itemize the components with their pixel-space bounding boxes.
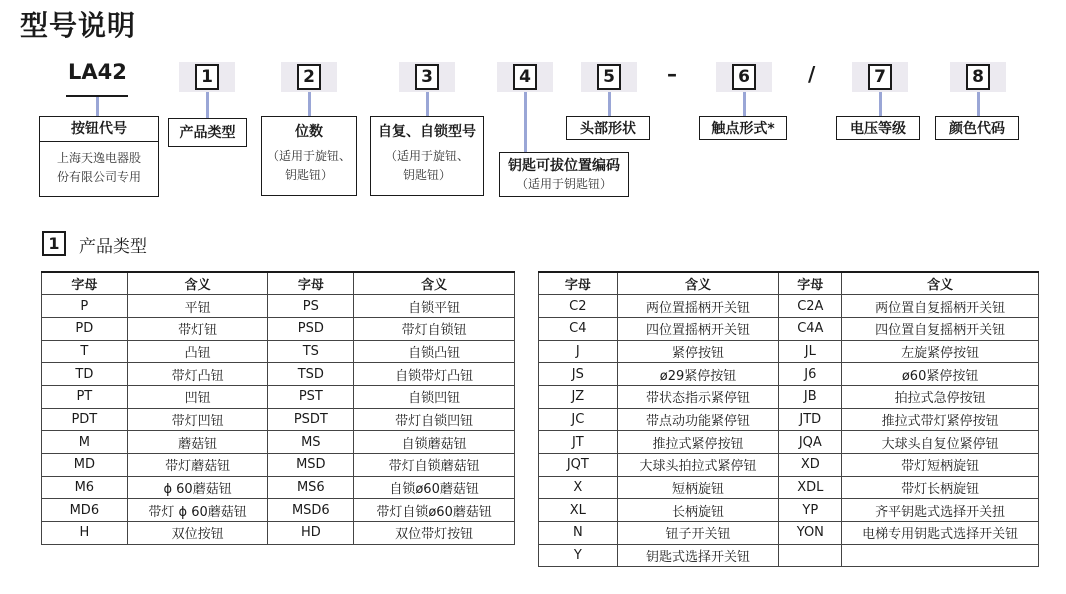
meaning-cell: 带灯自锁蘑菇钮 [354,454,515,477]
table-row [539,408,1039,431]
code-cell: N [539,522,618,545]
code-cell: JZ [539,385,618,408]
meaning-cell: 紧停按钮 [617,340,779,363]
label-button-code: 按钮代号 上海天逸电器股 份有限公司专用 [39,116,159,197]
label-product-type: 产品类型 [168,118,247,147]
code-cell: JQT [539,454,618,477]
code-cell: C2 [539,295,618,318]
table-row [42,340,515,363]
meaning-cell: 自锁带灯凸钮 [354,363,515,386]
meaning-cell: 左旋紧停按钮 [842,340,1039,363]
table-row [42,408,515,431]
slash-separator: / [808,62,816,86]
code-cell: J6 [779,363,842,386]
code-box-4: 4 [497,62,553,92]
connector-line [308,92,311,116]
connector-line [608,92,611,116]
meaning-cell: 自锁凸钮 [354,340,515,363]
table-row [539,476,1039,499]
table-row [42,363,515,386]
table-row [539,522,1039,545]
meaning-cell: 短柄旋钮 [617,476,779,499]
code-cell: MSD6 [268,499,354,522]
dash-separator: – [667,62,677,86]
table-row [539,544,1039,567]
code-cell: PT [42,385,128,408]
table-row [539,385,1039,408]
label-voltage-level: 电压等级 [836,116,920,140]
connector-line [206,92,209,118]
code-cell: TD [42,363,128,386]
meaning-cell: ϕ 60蘑菇钮 [127,476,268,499]
connector-line [524,92,527,152]
code-box-8: 8 [950,62,1006,92]
meaning-cell: 凹钮 [127,385,268,408]
meaning-cell: 钥匙式选择开关钮 [617,544,779,567]
code-cell: M6 [42,476,128,499]
product-type-table-left [41,271,515,545]
meaning-cell: 蘑菇钮 [127,431,268,454]
table-row [539,295,1039,318]
code-cell: T [42,340,128,363]
meaning-cell: ø29紧停按钮 [617,363,779,386]
meaning-cell: 凸钮 [127,340,268,363]
code-cell: XD [779,454,842,477]
code-cell: MD6 [42,499,128,522]
code-cell: PDT [42,408,128,431]
meaning-cell: 钮子开关钮 [617,522,779,545]
meaning-cell: 自锁蘑菇钮 [354,431,515,454]
code-box-5: 5 [581,62,637,92]
code-cell: MS6 [268,476,354,499]
column-header-meaning: 含义 [127,272,268,295]
meaning-cell: 自锁凹钮 [354,385,515,408]
meaning-cell: 四位置自复摇柄开关钮 [842,317,1039,340]
code-cell: C4A [779,317,842,340]
meaning-cell: 自锁平钮 [354,295,515,318]
column-header-meaning: 含义 [842,272,1039,295]
code-cell: PSD [268,317,354,340]
meaning-cell: 两位置摇柄开关钮 [617,295,779,318]
meaning-cell: 带灯钮 [127,317,268,340]
label-contact-form: 触点形式* [699,116,787,140]
code-box-6: 6 [716,62,772,92]
code-cell: X [539,476,618,499]
table-row [42,476,515,499]
code-cell: C4 [539,317,618,340]
code-cell: C2A [779,295,842,318]
code-box-3: 3 [399,62,455,92]
code-cell: TS [268,340,354,363]
connector-line [96,97,99,117]
meaning-cell: ø60紧停按钮 [842,363,1039,386]
code-cell: JTD [779,408,842,431]
table-row [539,340,1039,363]
code-cell: HD [268,522,354,545]
column-header-code: 字母 [779,272,842,295]
meaning-cell: 电梯专用钥匙式选择开关钮 [842,522,1039,545]
label-head-shape: 头部形状 [566,116,650,140]
label-positions: 位数 （适用于旋钮、 钥匙钮） [261,116,357,196]
connector-line [743,92,746,116]
table-row [42,317,515,340]
meaning-cell: 四位置摇柄开关钮 [617,317,779,340]
code-cell: JT [539,431,618,454]
table-row [539,499,1039,522]
meaning-cell: 带灯凸钮 [127,363,268,386]
code-cell: JL [779,340,842,363]
meaning-cell: 大球头自复位紧停钮 [842,431,1039,454]
code-cell: JC [539,408,618,431]
product-type-table-right [538,271,1039,567]
code-cell: PSDT [268,408,354,431]
code-cell: MD [42,454,128,477]
code-cell: JB [779,385,842,408]
meaning-cell: 推拉式带灯紧停按钮 [842,408,1039,431]
meaning-cell: 带灯凹钮 [127,408,268,431]
code-cell: YON [779,522,842,545]
meaning-cell: 自锁ø60蘑菇钮 [354,476,515,499]
section-title: 产品类型 [79,237,147,257]
code-cell: XDL [779,476,842,499]
code-cell: PST [268,385,354,408]
table-row [42,522,515,545]
table-row [42,454,515,477]
code-cell: PD [42,317,128,340]
code-box-1: 1 [179,62,235,92]
table-row [539,363,1039,386]
table-row [42,499,515,522]
meaning-cell: 大球头拍拉式紧停钮 [617,454,779,477]
meaning-cell: 带灯 ϕ 60蘑菇钮 [127,499,268,522]
meaning-cell: 带灯短柄旋钮 [842,454,1039,477]
column-header-code: 字母 [42,272,128,295]
column-header-code: 字母 [539,272,618,295]
meaning-cell: 带灯长柄旋钮 [842,476,1039,499]
label-self-reset-lock: 自复、自锁型号 （适用于旋钮、 钥匙钮） [370,116,484,196]
meaning-cell: 齐平钥匙式选择开关扭 [842,499,1039,522]
table-row [539,431,1039,454]
label-key-removal-position: 钥匙可拔位置编码 （适用于钥匙钮） [499,152,629,197]
meaning-cell: 两位置自复摇柄开关钮 [842,295,1039,318]
column-header-meaning: 含义 [354,272,515,295]
code-cell: XL [539,499,618,522]
code-box-2: 2 [281,62,337,92]
code-cell: H [42,522,128,545]
code-box-7: 7 [852,62,908,92]
meaning-cell: 长柄旋钮 [617,499,779,522]
table-row [42,431,515,454]
code-cell: MSD [268,454,354,477]
code-cell: JS [539,363,618,386]
meaning-cell: 平钮 [127,295,268,318]
meaning-cell: 带灯蘑菇钮 [127,454,268,477]
table-row [42,385,515,408]
meaning-cell: 推拉式紧停按钮 [617,431,779,454]
code-cell: P [42,295,128,318]
meaning-cell: 带灯自锁凹钮 [354,408,515,431]
code-cell: M [42,431,128,454]
column-header-code: 字母 [268,272,354,295]
table-row [42,295,515,318]
code-cell: Y [539,544,618,567]
model-prefix: LA42 [68,60,127,84]
label-color-code: 颜色代码 [935,116,1019,140]
meaning-cell [842,544,1039,567]
code-cell: J [539,340,618,363]
table-row [539,317,1039,340]
connector-line [977,92,980,116]
column-header-meaning: 含义 [617,272,779,295]
code-cell: TSD [268,363,354,386]
meaning-cell: 拍拉式急停按钮 [842,385,1039,408]
meaning-cell: 双位带灯按钮 [354,522,515,545]
table-row [539,454,1039,477]
page-title: 型号说明 [20,9,137,42]
meaning-cell: 带点动功能紧停钮 [617,408,779,431]
code-cell: MS [268,431,354,454]
connector-line [426,92,429,116]
connector-line [879,92,882,116]
code-cell: YP [779,499,842,522]
code-cell [779,544,842,567]
code-cell: JQA [779,431,842,454]
section-number: 1 [42,231,66,256]
meaning-cell: 双位按钮 [127,522,268,545]
meaning-cell: 带状态指示紧停钮 [617,385,779,408]
meaning-cell: 带灯自锁钮 [354,317,515,340]
meaning-cell: 带灯自锁ø60蘑菇钮 [354,499,515,522]
code-cell: PS [268,295,354,318]
